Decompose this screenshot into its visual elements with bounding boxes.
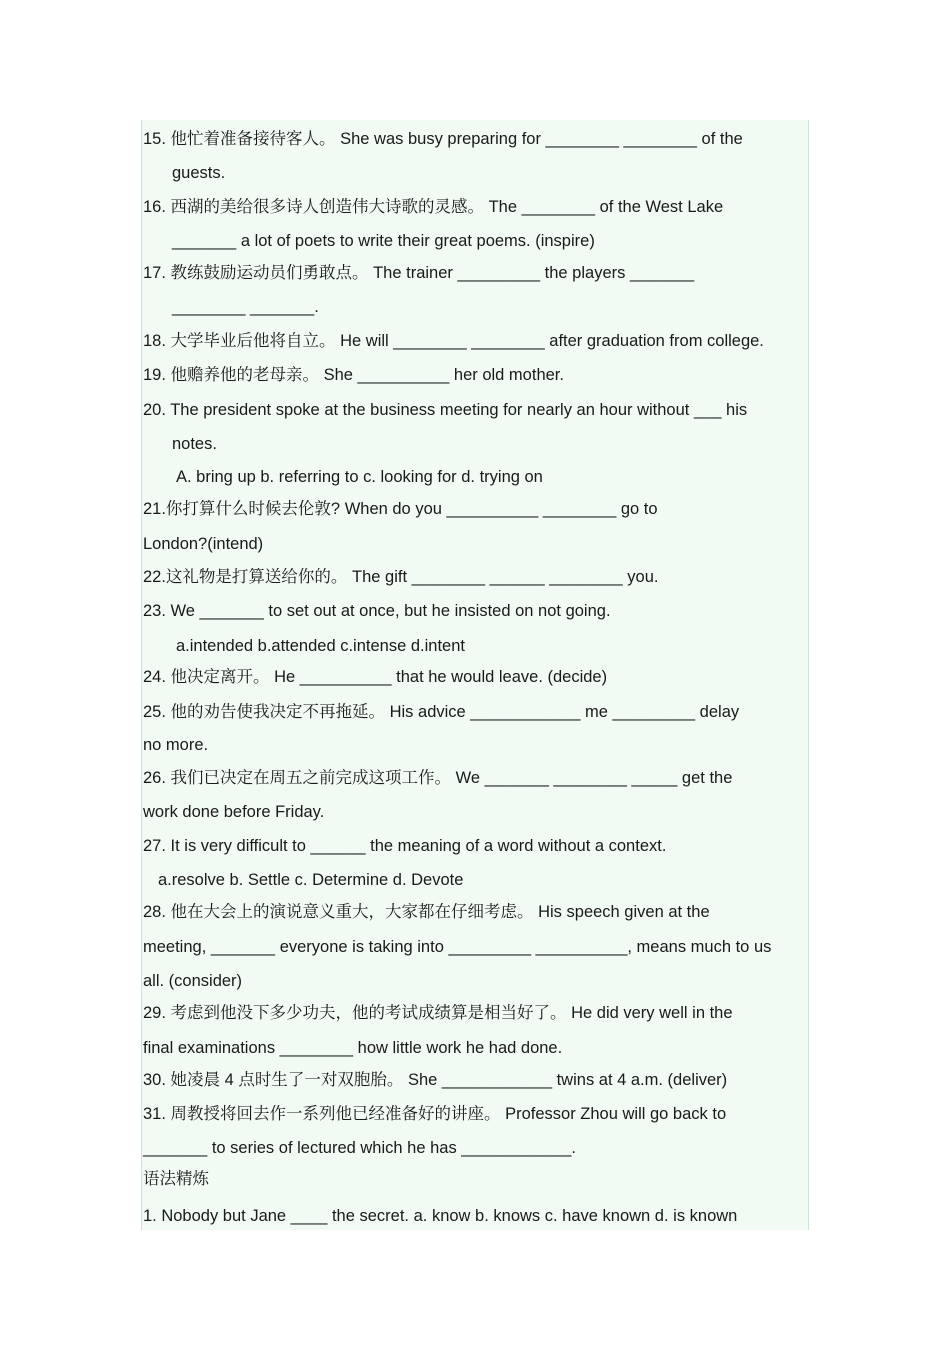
- question-19: 19. 他赡养他的老母亲。 She __________ her old mother.: [143, 366, 564, 384]
- question-23: 23. We _______ to set out at once, but he insisted on not going.: [143, 602, 611, 620]
- question-23-options: a.intended b.attended c.intense d.intent: [176, 637, 465, 655]
- question-27: 27. It is very difficult to ______ the meaning of a word without a context.: [143, 837, 667, 855]
- question-28-line-2: meeting, _______ everyone is taking into _________ __________, means much to us: [143, 938, 772, 956]
- grammar-question-1: 1. Nobody but Jane ____ the secret. a. know b. knows c. have known d. is known: [143, 1207, 738, 1225]
- question-20-options: A. bring up b. referring to c. looking for d. trying on: [176, 468, 543, 486]
- question-26-line-2: work done before Friday.: [143, 803, 325, 821]
- question-25-line-2: no more.: [143, 736, 209, 754]
- question-16-line-2: _______ a lot of poets to write their great poems. (inspire): [172, 232, 595, 250]
- question-31-line-1: 31. 周教授将回去作一系列他已经准备好的讲座。 Professor Zhou will go back to: [143, 1105, 727, 1123]
- question-27-options: a.resolve b. Settle c. Determine d. Devote: [158, 871, 464, 889]
- question-30: 30. 她凌晨 4 点时生了一对双胞胎。 She ____________ twins at 4 a.m. (deliver): [143, 1071, 728, 1089]
- question-29-line-2: final examinations ________ how little work he had done.: [143, 1039, 563, 1057]
- question-15-line-1: 15. 他忙着准备接待客人。 She was busy preparing for ________ ________ of the: [143, 130, 743, 148]
- question-21-line-1: 21.你打算什么时候去伦敦? When do you __________ ________ go to: [143, 500, 658, 518]
- question-18: 18. 大学毕业后他将自立。 He will ________ ________ after graduation from college.: [143, 332, 764, 350]
- question-15-line-2: guests.: [172, 164, 226, 182]
- question-28-line-3: all. (consider): [143, 972, 243, 990]
- question-20-line-2: notes.: [172, 435, 217, 453]
- question-31-line-2: _______ to series of lectured which he has ____________.: [143, 1139, 576, 1157]
- question-26-line-1: 26. 我们已决定在周五之前完成这项工作。 We _______ ________ _____ get the: [143, 769, 733, 787]
- question-29-line-1: 29. 考虑到他没下多少功夫，他的考试成绩算是相当好了。 He did very well in the: [143, 1004, 733, 1022]
- question-22: 22.这礼物是打算送给你的。 The gift ________ ______ ________ you.: [143, 568, 659, 586]
- question-21-line-2: London?(intend): [143, 535, 264, 553]
- question-20-line-1: 20. The president spoke at the business meeting for nearly an hour without ___ his: [143, 401, 748, 419]
- section-heading-grammar: 语法精炼: [143, 1170, 209, 1188]
- question-16-line-1: 16. 西湖的美给很多诗人创造伟大诗歌的灵感。 The ________ of the West Lake: [143, 198, 724, 216]
- question-17-line-1: 17. 教练鼓励运动员们勇敢点。 The trainer _________ the players _______: [143, 264, 695, 282]
- question-24: 24. 他决定离开。 He __________ that he would leave. (decide): [143, 668, 608, 686]
- question-28-line-1: 28. 他在大会上的演说意义重大，大家都在仔细考虑。 His speech given at the: [143, 903, 710, 921]
- question-25-line-1: 25. 他的劝告使我决定不再拖延。 His advice ____________ me _________ delay: [143, 703, 740, 721]
- question-17-line-2: ________ _______.: [172, 298, 319, 316]
